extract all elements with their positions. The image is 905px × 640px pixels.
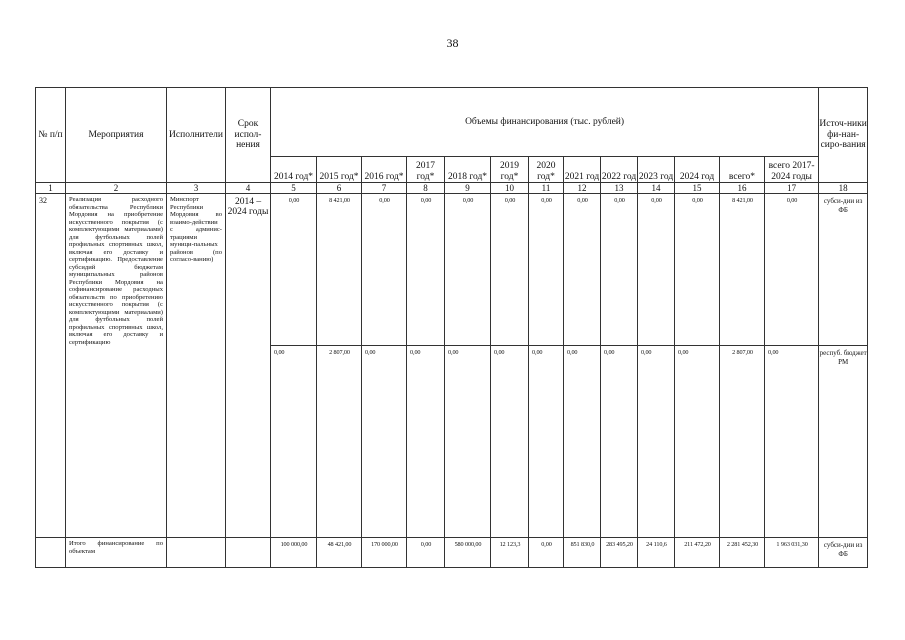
column-number: 14 (638, 183, 675, 194)
value-cell: 0,00 (491, 194, 529, 346)
total-value: 211 472,20 (675, 538, 720, 568)
header-year: 2018 год* (445, 157, 491, 183)
value-cell: 0,00 (638, 194, 675, 346)
total-value: 283 495,20 (601, 538, 638, 568)
column-number: 17 (765, 183, 819, 194)
total-value: 1 963 031,30 (765, 538, 819, 568)
column-number: 4 (226, 183, 271, 194)
column-number: 6 (317, 183, 362, 194)
table-row (36, 194, 868, 346)
value-cell: 0,00 (529, 194, 564, 346)
value-cell: 0,00 (765, 194, 819, 346)
header-year: 2014 год* (271, 157, 317, 183)
header-year: 2015 год* (317, 157, 362, 183)
value-cell: 0,00 (675, 346, 720, 538)
column-number: 9 (445, 183, 491, 194)
header-year: 2023 год (638, 157, 675, 183)
value-cell: 2 807,00 (317, 346, 362, 538)
header-period: Срок испол-нения (226, 88, 271, 183)
value-cell: 0,00 (271, 346, 317, 538)
column-number: 3 (167, 183, 226, 194)
total-value: 24 110,6 (638, 538, 675, 568)
header-num: № п/п (36, 88, 66, 183)
source-cell: субси-дии из ФБ (819, 194, 868, 346)
total-value: 0,00 (407, 538, 445, 568)
header-year: 2022 год (601, 157, 638, 183)
value-cell: 0,00 (407, 346, 445, 538)
header-funding: Объемы финансирования (тыс. рублей) (271, 88, 819, 157)
total-period-cell (226, 538, 271, 568)
total-value: 0,00 (529, 538, 564, 568)
column-number: 13 (601, 183, 638, 194)
header-total-2017-2024: всего 2017-2024 годы (765, 157, 819, 183)
header-sources: Источ-ники фи-нан-сиро-вания (819, 88, 868, 183)
page-number: 38 (446, 36, 459, 50)
total-row (36, 538, 868, 568)
total-value: 851 830,0 (564, 538, 601, 568)
value-cell: 0,00 (601, 194, 638, 346)
column-number: 8 (407, 183, 445, 194)
total-value: 2 281 452,30 (720, 538, 765, 568)
row-number: 32 (36, 194, 66, 538)
total-value: 12 123,3 (491, 538, 529, 568)
column-number: 11 (529, 183, 564, 194)
total-value: 170 000,00 (362, 538, 407, 568)
value-cell: 0,00 (564, 346, 601, 538)
value-cell: 0,00 (564, 194, 601, 346)
column-number: 12 (564, 183, 601, 194)
value-cell: 0,00 (362, 346, 407, 538)
column-number: 2 (66, 183, 167, 194)
financing-table (35, 87, 868, 568)
column-number: 7 (362, 183, 407, 194)
column-number-row (36, 183, 868, 194)
value-cell: 0,00 (271, 194, 317, 346)
column-number: 18 (819, 183, 868, 194)
header-measures: Мероприятия (66, 88, 167, 183)
value-cell: 0,00 (675, 194, 720, 346)
header-year: 2016 год* (362, 157, 407, 183)
value-cell: 0,00 (765, 346, 819, 538)
value-cell: 0,00 (601, 346, 638, 538)
total-value: 48 421,00 (317, 538, 362, 568)
period-text: 2014 – 2024 годы (226, 194, 271, 538)
value-cell: 8 421,00 (720, 194, 765, 346)
value-cell: 8 421,00 (317, 194, 362, 346)
total-value: 580 000,00 (445, 538, 491, 568)
total-num-cell (36, 538, 66, 568)
header-year: 2019 год* (491, 157, 529, 183)
measure-description: Реализация расходного обязательства Республики Мордовия на приобретение искусственного покрытия (с комплектующими материалами) для футбольных полей профильных спортивных школ, включая его доставку и сертификацию. Предоставление субсидий бюджетам муниципальных районов Республики Мордовия на софинансирование расходных обязательств по приобретению искусственного покрытия (с комплектующими материалами) для футбольных полей профильных спортивных школ, включая его доставку и сертификацию (66, 194, 167, 538)
value-cell: 0,00 (638, 346, 675, 538)
column-number: 1 (36, 183, 66, 194)
header-year: 2017 год* (407, 157, 445, 183)
column-number: 10 (491, 183, 529, 194)
executor-text: Минспорт Республики Мордовия во взаимо-действии с админис-трациями муници-пальных районов (по согласо-ванию) (167, 194, 226, 538)
value-cell: 0,00 (529, 346, 564, 538)
value-cell: 0,00 (362, 194, 407, 346)
value-cell: 0,00 (445, 194, 491, 346)
total-label: Итого финансирование по объектам (66, 538, 167, 568)
header-year: 2021 год (564, 157, 601, 183)
column-number: 16 (720, 183, 765, 194)
value-cell: 0,00 (407, 194, 445, 346)
source-cell: субси-дии из ФБ (819, 538, 868, 568)
header-total: всего* (720, 157, 765, 183)
value-cell: 2 807,00 (720, 346, 765, 538)
header-year: 2024 год (675, 157, 720, 183)
total-value: 100 000,00 (271, 538, 317, 568)
column-number: 5 (271, 183, 317, 194)
value-cell: 0,00 (491, 346, 529, 538)
header-year: 2020 год* (529, 157, 564, 183)
header-executors: Исполнители (167, 88, 226, 183)
total-executor-cell (167, 538, 226, 568)
column-number: 15 (675, 183, 720, 194)
value-cell: 0,00 (445, 346, 491, 538)
source-cell: респуб. бюджет РМ (819, 346, 868, 538)
